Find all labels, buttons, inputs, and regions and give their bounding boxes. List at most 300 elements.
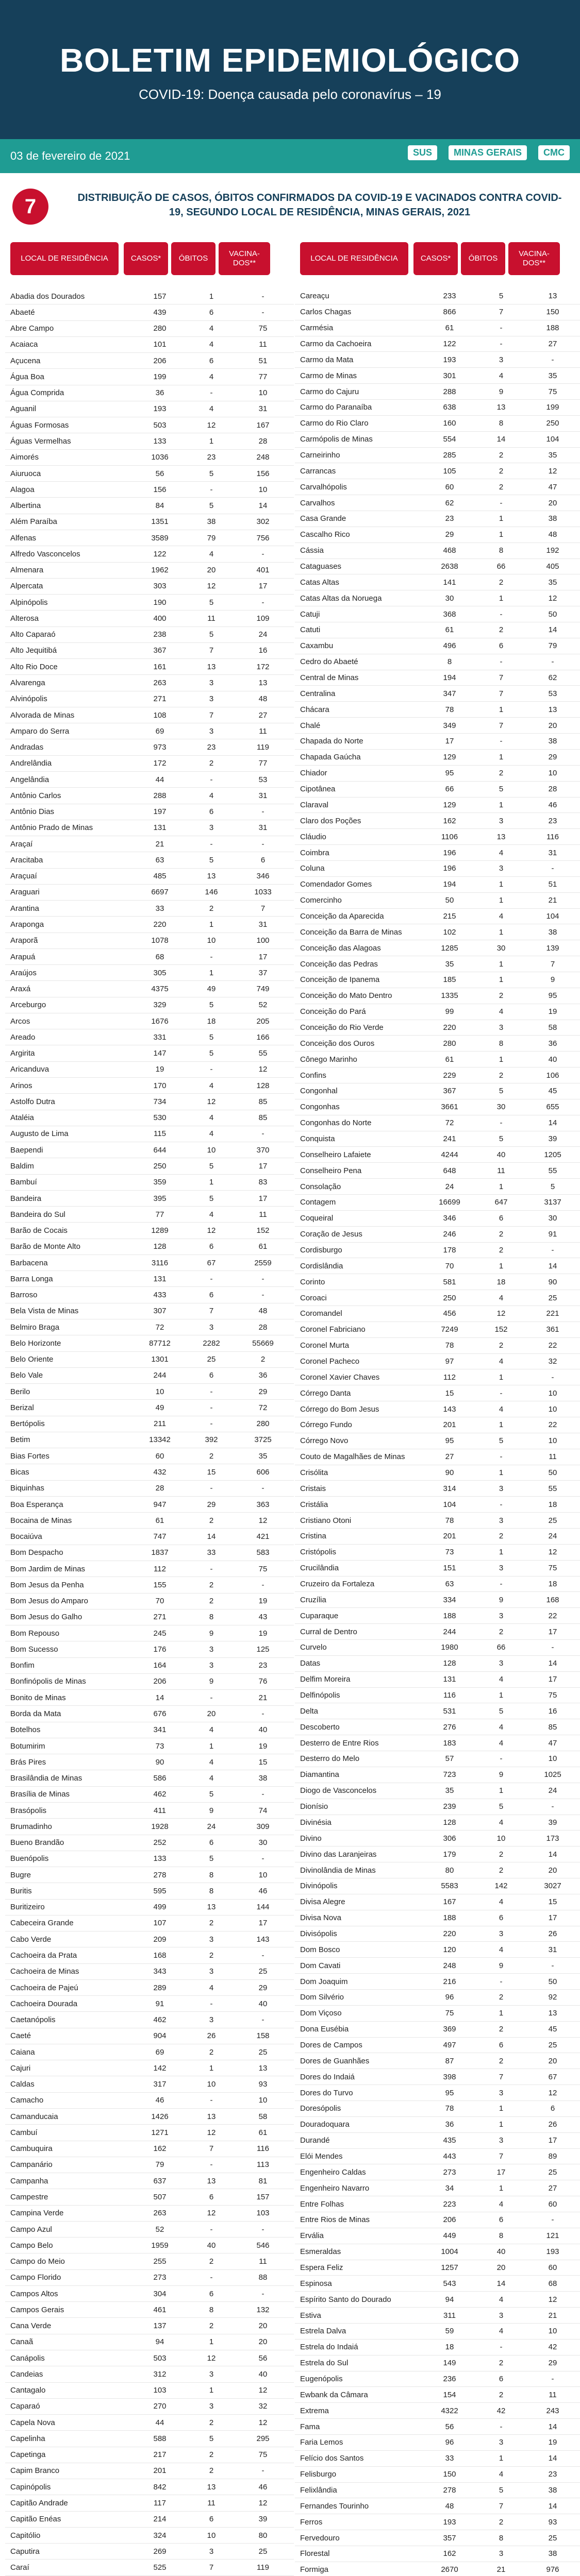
deaths-cell: 1 xyxy=(499,2183,504,2193)
table-row xyxy=(295,924,580,940)
vaccinated-cell: 40 xyxy=(548,1055,557,1064)
vaccinated-cell: 29 xyxy=(258,1387,268,1396)
deaths-cell: 4 xyxy=(499,2327,504,2336)
table-row xyxy=(5,2206,294,2222)
deaths-cell: 3 xyxy=(499,1484,504,1493)
cases-cell: 23 xyxy=(445,514,454,523)
cases-cell: 57 xyxy=(445,1754,454,1764)
cases-cell: 128 xyxy=(443,1659,456,1668)
municipality-cell: Cabeceira Grande xyxy=(10,1919,74,1928)
municipality-cell: Dom Joaquim xyxy=(300,1977,348,1986)
cases-cell: 334 xyxy=(443,1595,456,1604)
vaccinated-cell: 10 xyxy=(258,1870,268,1879)
cases-cell: 214 xyxy=(153,2515,167,2524)
deaths-cell: 1 xyxy=(499,1182,504,1191)
table-row xyxy=(5,2173,294,2189)
vaccinated-cell: 749 xyxy=(256,985,270,994)
municipality-cell: Engenheiro Caldas xyxy=(300,2167,366,2177)
municipality-cell: Carmo da Mata xyxy=(300,355,354,364)
cases-cell: 276 xyxy=(443,1722,456,1732)
table-row xyxy=(295,1942,580,1958)
deaths-cell: 26 xyxy=(207,2031,216,2041)
col-header-deaths-right: ÓBITOS xyxy=(461,242,505,275)
cases-cell: 143 xyxy=(443,1404,456,1414)
deaths-cell: 40 xyxy=(496,2247,506,2257)
vaccinated-cell: 55 xyxy=(548,1166,557,1175)
vaccinated-cell: 173 xyxy=(546,1834,559,1843)
deaths-cell: 8 xyxy=(499,1039,504,1048)
cases-cell: 108 xyxy=(153,710,167,720)
municipality-cell: Brumadinho xyxy=(10,1822,52,1831)
vaccinated-cell: 12 xyxy=(548,2088,557,2097)
cases-cell: 112 xyxy=(443,1372,456,1382)
municipality-cell: Bocaiúva xyxy=(10,1532,42,1541)
deaths-cell: 2 xyxy=(499,2517,504,2527)
deaths-cell: - xyxy=(210,2225,213,2234)
table-row xyxy=(5,482,294,498)
table-row xyxy=(5,2366,294,2382)
deaths-cell: 12 xyxy=(207,582,216,591)
deaths-cell: 6 xyxy=(499,2040,504,2049)
municipality-cell: Campo Belo xyxy=(10,2241,53,2250)
vaccinated-cell: 26 xyxy=(548,2120,557,2129)
deaths-cell: 9 xyxy=(499,1770,504,1780)
municipality-cell: Cordislândia xyxy=(300,1261,343,1270)
table-row xyxy=(5,1594,294,1609)
deaths-cell: - xyxy=(210,1693,213,1702)
cases-cell: 1962 xyxy=(151,566,169,575)
vaccinated-cell: 47 xyxy=(548,482,557,492)
table-row xyxy=(5,885,294,901)
cases-cell: 241 xyxy=(443,1134,456,1143)
table-row xyxy=(295,2117,580,2133)
cases-cell: 196 xyxy=(443,864,456,873)
table-row xyxy=(295,336,580,352)
deaths-cell: 3 xyxy=(499,1564,504,1573)
cases-cell: 311 xyxy=(443,2311,456,2320)
vaccinated-cell: 35 xyxy=(258,1451,268,1461)
municipality-cell: Bocaina de Minas xyxy=(10,1516,72,1525)
municipality-cell: Cajuri xyxy=(10,2063,31,2073)
deaths-cell: 2 xyxy=(499,625,504,635)
vaccinated-cell: 30 xyxy=(258,1838,268,1848)
table-row xyxy=(5,2495,294,2511)
municipality-cell: Comercinho xyxy=(300,896,342,905)
cases-cell: 456 xyxy=(443,1309,456,1318)
cases-cell: 28 xyxy=(155,1484,164,1493)
deaths-cell: - xyxy=(500,737,503,746)
cases-cell: 246 xyxy=(443,1230,456,1239)
municipality-cell: Entre Folhas xyxy=(300,2199,344,2209)
vaccinated-cell: 27 xyxy=(548,340,557,348)
vaccinated-cell: - xyxy=(261,2289,264,2298)
municipality-cell: Coronel Murta xyxy=(300,1341,350,1350)
table-row xyxy=(5,2512,294,2528)
deaths-cell: 3 xyxy=(499,1611,504,1620)
vaccinated-cell: 199 xyxy=(546,403,559,412)
deaths-cell: 4 xyxy=(209,1081,214,1090)
municipality-cell: Cristais xyxy=(300,1484,326,1493)
deaths-cell: 25 xyxy=(207,1355,216,1364)
vaccinated-cell: - xyxy=(261,839,264,849)
table-row xyxy=(295,702,580,718)
deaths-cell: 5 xyxy=(209,1001,214,1010)
deaths-cell: - xyxy=(210,1403,213,1412)
cases-cell: 49 xyxy=(155,1403,164,1412)
deaths-cell: 12 xyxy=(207,2128,216,2137)
table-row xyxy=(5,304,294,320)
table-row xyxy=(295,734,580,750)
table-row xyxy=(5,369,294,385)
deaths-cell: 8 xyxy=(209,1613,214,1622)
table-row xyxy=(5,1674,294,1690)
cases-cell: 289 xyxy=(153,1983,167,1992)
deaths-cell: 4 xyxy=(499,2470,504,2479)
cases-cell: 63 xyxy=(445,1580,454,1589)
municipality-cell: Argirita xyxy=(10,1049,35,1058)
municipality-cell: Faria Lemos xyxy=(300,2438,343,2447)
municipality-cell: Catuti xyxy=(300,625,321,635)
cases-cell: 367 xyxy=(153,646,167,655)
table-row xyxy=(5,1158,294,1174)
cases-cell: 439 xyxy=(153,308,167,317)
deaths-cell: 13 xyxy=(207,1903,216,1912)
deaths-cell: 8 xyxy=(499,2533,504,2543)
municipality-cell: Cuparaque xyxy=(300,1611,339,1620)
table-row xyxy=(295,1163,580,1179)
vaccinated-cell: 19 xyxy=(548,2438,557,2447)
table-row xyxy=(295,1513,580,1529)
municipality-cell: Carrancas xyxy=(300,466,336,476)
vaccinated-cell: 25 xyxy=(548,2533,557,2543)
municipality-cell: Conceição do Mato Dentro xyxy=(300,991,392,1001)
vaccinated-cell: - xyxy=(551,1802,554,1811)
deaths-cell: 1 xyxy=(499,2009,504,2018)
table-row xyxy=(295,590,580,606)
municipality-cell: Campo Azul xyxy=(10,2225,52,2234)
cases-cell: 201 xyxy=(443,1532,456,1541)
table-row xyxy=(5,1787,294,1803)
table-row xyxy=(5,1980,294,1996)
table-row xyxy=(5,981,294,997)
col-header-residence-left: LOCAL DE RESIDÊNCIA xyxy=(10,242,119,275)
vaccinated-cell: 27 xyxy=(548,2183,557,2193)
deaths-cell: - xyxy=(500,2422,503,2431)
deaths-cell: 9 xyxy=(499,1595,504,1604)
table-row xyxy=(5,1142,294,1158)
cases-cell: 35 xyxy=(445,1786,454,1795)
cases-cell: 271 xyxy=(153,1613,167,1622)
cases-cell: 1676 xyxy=(151,1016,169,1026)
deaths-cell: 3 xyxy=(209,2547,214,2556)
cases-cell: 197 xyxy=(153,807,167,817)
cases-cell: 101 xyxy=(153,340,167,349)
cases-cell: 648 xyxy=(443,1166,456,1175)
deaths-cell: 2 xyxy=(499,1532,504,1541)
table-row xyxy=(5,1916,294,1931)
municipality-cell: Araxá xyxy=(10,985,31,994)
cases-cell: 206 xyxy=(443,2215,456,2225)
cases-cell: 1928 xyxy=(151,1822,169,1831)
table-row xyxy=(295,1624,580,1640)
vaccinated-cell: 15 xyxy=(258,1757,268,1767)
table-row xyxy=(295,1608,580,1624)
municipality-cell: Dom Cavati xyxy=(300,1961,341,1970)
table-row xyxy=(5,1319,294,1335)
cases-cell: 747 xyxy=(153,1532,167,1541)
vaccinated-cell: 24 xyxy=(258,630,268,639)
municipality-cell: Botumirim xyxy=(10,1741,45,1751)
cases-cell: 131 xyxy=(153,1274,167,1283)
cases-cell: 137 xyxy=(153,2321,167,2331)
cases-cell: 1036 xyxy=(151,453,169,462)
vaccinated-cell: 95 xyxy=(548,991,557,1001)
municipality-cell: Antônio Dias xyxy=(10,807,55,817)
deaths-cell: 2 xyxy=(209,2257,214,2266)
vaccinated-cell: 20 xyxy=(548,2056,557,2065)
municipality-cell: Engenheiro Navarro xyxy=(300,2183,370,2193)
municipality-cell: Conceição das Alagoas xyxy=(300,943,381,953)
table-row xyxy=(5,2544,294,2560)
deaths-cell: - xyxy=(500,1500,503,1509)
vaccinated-cell: 85 xyxy=(258,1113,268,1123)
municipality-cell: Camanducaia xyxy=(10,2112,58,2121)
table-row xyxy=(5,2189,294,2205)
cases-cell: 343 xyxy=(153,1967,167,1976)
table-row xyxy=(295,1990,580,2006)
vaccinated-cell: 106 xyxy=(546,1071,559,1080)
vaccinated-cell: 14 xyxy=(548,1850,557,1859)
cases-cell: 1106 xyxy=(441,832,458,841)
table-row xyxy=(295,1195,580,1211)
cases-cell: 233 xyxy=(443,292,456,301)
vaccinated-cell: 13 xyxy=(548,292,557,301)
vaccinated-cell: 14 xyxy=(258,501,268,511)
vaccinated-cell: 188 xyxy=(546,324,559,333)
deaths-cell: 12 xyxy=(207,2209,216,2218)
deaths-cell: 9 xyxy=(209,1806,214,1815)
deaths-cell: 2 xyxy=(209,759,214,768)
cases-cell: 116 xyxy=(443,1691,456,1700)
municipality-cell: Bias Fortes xyxy=(10,1451,49,1461)
section-title: DISTRIBUIÇÃO DE CASOS, ÓBITOS CONFIRMADOS DA COVID-19 E VACINADOS CONTRA COVID-19, SEGUNDO LOCAL DE RESIDÊNCIA, MINAS GERAIS, 2021 xyxy=(77,192,562,218)
deaths-cell: 3 xyxy=(209,2015,214,2025)
table-row xyxy=(295,1561,580,1577)
table-row xyxy=(295,1020,580,1036)
municipality-cell: Conselheiro Pena xyxy=(300,1166,362,1175)
cases-cell: 400 xyxy=(153,614,167,623)
table-row xyxy=(295,384,580,400)
deaths-cell: 146 xyxy=(205,888,218,897)
deaths-cell: 5 xyxy=(499,292,504,301)
deaths-cell: 2 xyxy=(209,1919,214,1928)
cases-cell: 3589 xyxy=(151,533,169,543)
municipality-cell: Bom Sucesso xyxy=(10,1645,58,1654)
table-row xyxy=(5,756,294,772)
vaccinated-cell: 119 xyxy=(257,2563,269,2572)
table-row xyxy=(5,1303,294,1319)
deaths-cell: 3 xyxy=(209,1935,214,1944)
municipality-cell: Araçaí xyxy=(10,839,33,849)
minas-gerais-logo: MINAS GERAIS xyxy=(449,145,527,160)
vaccinated-cell: 7 xyxy=(550,959,555,969)
municipality-cell: Conselheiro Lafaiete xyxy=(300,1150,371,1159)
vaccinated-cell: 45 xyxy=(548,1087,557,1096)
vaccinated-cell: 31 xyxy=(258,920,268,929)
vaccinated-cell: 50 xyxy=(548,609,557,619)
table-row xyxy=(5,949,294,965)
deaths-cell: 4 xyxy=(499,1293,504,1302)
vaccinated-cell: 79 xyxy=(548,641,557,651)
deaths-cell: 42 xyxy=(496,2406,506,2415)
deaths-cell: 6 xyxy=(209,1242,214,1251)
deaths-cell: 4 xyxy=(499,848,504,857)
table-row xyxy=(5,1883,294,1899)
table-row xyxy=(295,2133,580,2149)
table-row xyxy=(5,1770,294,1786)
deaths-cell: 4 xyxy=(209,404,214,414)
deaths-cell: 7 xyxy=(209,710,214,720)
municipality-cell: Abadia dos Dourados xyxy=(10,292,85,301)
vaccinated-cell: 22 xyxy=(548,1611,557,1620)
deaths-cell: 23 xyxy=(207,743,216,752)
cases-cell: 69 xyxy=(155,726,164,736)
table-row xyxy=(295,1099,580,1115)
table-row xyxy=(5,546,294,562)
municipality-cell: Felixlândia xyxy=(300,2486,337,2495)
vaccinated-cell: 37 xyxy=(258,968,268,977)
deaths-cell: 18 xyxy=(207,1016,216,1026)
vaccinated-cell: 21 xyxy=(548,896,557,905)
table-row xyxy=(5,1947,294,1963)
municipality-cell: Antônio Carlos xyxy=(10,791,61,800)
deaths-cell: 11 xyxy=(497,1166,505,1175)
deaths-cell: 6 xyxy=(499,2215,504,2225)
deaths-cell: 6 xyxy=(209,2515,214,2524)
cases-cell: 433 xyxy=(153,1291,167,1300)
deaths-cell: 7 xyxy=(499,721,504,730)
municipality-cell: Caetanópolis xyxy=(10,2015,56,2025)
table-row xyxy=(5,1207,294,1223)
table-row xyxy=(295,670,580,686)
table-row xyxy=(295,2546,580,2562)
cases-cell: 128 xyxy=(153,1242,167,1251)
table-row xyxy=(5,1835,294,1851)
municipality-cell: Delfim Moreira xyxy=(300,1675,351,1684)
vaccinated-cell: 3027 xyxy=(544,1882,561,1891)
table-row xyxy=(295,2022,580,2038)
deaths-cell: - xyxy=(210,775,213,784)
table-row xyxy=(295,1529,580,1545)
cases-cell: 223 xyxy=(443,2199,456,2209)
vaccinated-cell: 248 xyxy=(256,453,270,462)
cases-cell: 398 xyxy=(443,2072,456,2081)
cases-cell: 60 xyxy=(155,1451,164,1461)
deaths-cell: 1 xyxy=(499,2454,504,2463)
vaccinated-cell: 46 xyxy=(548,800,557,809)
deaths-cell: 1 xyxy=(209,920,214,929)
municipality-cell: Corinto xyxy=(300,1277,325,1286)
table-row xyxy=(5,1448,294,1464)
cases-cell: 1426 xyxy=(151,2112,169,2121)
deaths-cell: 40 xyxy=(496,1150,506,1159)
municipality-cell: Capitão Enéas xyxy=(10,2515,61,2524)
vaccinated-cell: 17 xyxy=(258,582,268,591)
deaths-cell: 4 xyxy=(209,340,214,349)
cases-cell: 312 xyxy=(153,2369,167,2379)
municipality-cell: Divino xyxy=(300,1834,322,1843)
table-row xyxy=(295,1274,580,1290)
cases-cell: 1301 xyxy=(151,1355,169,1364)
table-row xyxy=(5,836,294,852)
vaccinated-cell: 39 xyxy=(258,2515,268,2524)
vaccinated-cell: 17 xyxy=(548,1627,557,1636)
vaccinated-cell: 40 xyxy=(258,1999,268,2008)
table-row xyxy=(5,1803,294,1819)
table-row xyxy=(295,2467,580,2483)
cases-cell: 341 xyxy=(153,1725,167,1735)
cases-cell: 60 xyxy=(445,482,454,492)
cases-cell: 48 xyxy=(445,2501,454,2511)
cases-cell: 288 xyxy=(153,791,167,800)
municipality-cell: Formiga xyxy=(300,2565,329,2574)
cases-cell: 468 xyxy=(443,546,456,555)
deaths-cell: 8 xyxy=(499,2231,504,2241)
vaccinated-cell: 32 xyxy=(258,2402,268,2411)
table-row xyxy=(295,1688,580,1704)
cases-cell: 485 xyxy=(153,872,167,881)
table-row xyxy=(295,1878,580,1894)
municipality-cell: Confins xyxy=(300,1071,326,1080)
cases-cell: 149 xyxy=(443,2359,456,2368)
deaths-cell: 24 xyxy=(207,1822,216,1831)
vaccinated-cell: 35 xyxy=(548,451,557,460)
deaths-cell: 11 xyxy=(207,614,216,623)
cases-cell: 206 xyxy=(153,1677,167,1686)
table-row xyxy=(5,514,294,530)
municipality-cell: Buritis xyxy=(10,1886,32,1895)
vaccinated-cell: 10 xyxy=(258,388,268,398)
table-row xyxy=(5,1271,294,1287)
cases-cell: 1335 xyxy=(441,991,458,1001)
vaccinated-cell: - xyxy=(261,292,264,301)
deaths-cell: 1 xyxy=(499,927,504,937)
municipality-cell: Capitólio xyxy=(10,2531,41,2540)
vaccinated-cell: 55669 xyxy=(252,1338,274,1348)
deaths-cell: 14 xyxy=(496,435,506,444)
municipality-cell: Bueno Brandão xyxy=(10,1838,64,1848)
table-row xyxy=(5,2270,294,2286)
table-row xyxy=(295,1067,580,1083)
vaccinated-cell: - xyxy=(551,864,554,873)
vaccinated-cell: 85 xyxy=(258,1097,268,1106)
vaccinated-cell: 13 xyxy=(258,2063,268,2073)
cases-cell: 160 xyxy=(443,419,456,428)
cases-cell: 52 xyxy=(155,2225,164,2234)
cases-cell: 1078 xyxy=(151,936,169,945)
deaths-cell: 5 xyxy=(209,469,214,478)
cases-cell: 147 xyxy=(153,1049,167,1058)
vaccinated-cell: 50 xyxy=(548,1977,557,1986)
table-row xyxy=(5,1722,294,1738)
table-row xyxy=(295,2498,580,2514)
municipality-cell: Arcos xyxy=(10,1016,30,1026)
municipality-cell: Arantina xyxy=(10,904,39,913)
cases-cell: 220 xyxy=(153,920,167,929)
municipality-cell: Espera Feliz xyxy=(300,2263,343,2272)
cases-cell: 1289 xyxy=(151,1226,169,1235)
cases-cell: 179 xyxy=(443,1850,456,1859)
